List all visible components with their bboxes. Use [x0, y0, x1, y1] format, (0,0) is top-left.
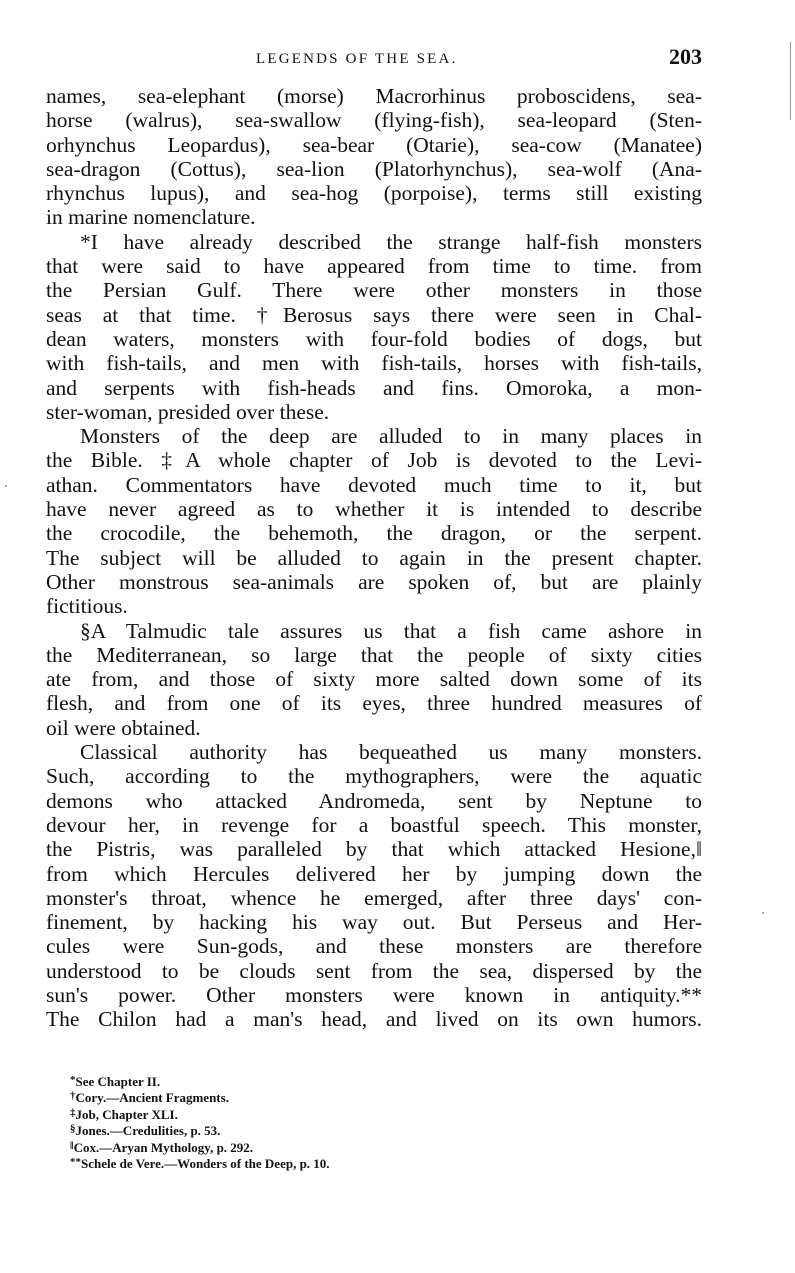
text-line: §A Talmudic tale assures us that a fish came ashore in	[80, 618, 702, 643]
footnote	[70, 1139, 330, 1155]
text-line: *I have already described the strange half-fish monsters	[80, 229, 702, 254]
footnote	[70, 1089, 330, 1105]
footnote-text: Job, Chapter XLI.	[75, 1106, 178, 1122]
text-line: that were said to have appeared from time to time. from	[46, 254, 702, 279]
footnote-mark: *	[70, 1074, 76, 1086]
footnote-text: Schele de Vere.—Wonders of the Deep, p. 10.	[81, 1156, 330, 1172]
scan-edge-line	[790, 42, 791, 120]
footnote-text: Cory.—Ancient Fragments.	[75, 1090, 229, 1106]
text-line: ate from, and those of sixty more salted down some of its	[46, 667, 702, 692]
text-line: with fish-tails, and men with fish-tails, horses with fish-tails,	[46, 351, 702, 376]
running-title: LEGENDS OF THE SEA.	[256, 51, 458, 67]
text-line: demons who attacked Andromeda, sent by Neptune to	[46, 788, 702, 813]
text-line: horse (walrus), sea-swallow (flying-fish), sea-leopard (Sten-	[46, 108, 702, 133]
text-line: in marine nomenclature.	[46, 205, 256, 230]
footnote-mark: ‖	[70, 1139, 74, 1152]
text-line: seas at that time. †Berosus says there were seen in Chal-	[46, 302, 702, 327]
text-line: the crocodile, the behemoth, the dragon, or the serpent.	[46, 521, 702, 546]
text-line: The Chilon had a man's head, and lived on its own humors.	[46, 1007, 702, 1032]
footnote-text: Cox.—Aryan Mythology, p. 292.	[73, 1139, 254, 1155]
text-line: flesh, and from one of its eyes, three hundred measures of	[46, 691, 702, 716]
footnote-text: Jones.—Credulities, p. 53.	[75, 1123, 221, 1139]
text-line: names, sea-elephant (morse) Macrorhinus proboscidens, sea-	[46, 84, 702, 108]
text-line: the Persian Gulf. There were other monsters in those	[46, 278, 702, 303]
footnote	[70, 1122, 330, 1138]
text-line: sea-dragon (Cottus), sea-lion (Platorhynchus), sea-wolf (Ana-	[46, 156, 702, 181]
footnote-mark: §	[70, 1123, 76, 1136]
text-line: Other monstrous sea-animals are spoken of, but are plainly	[46, 569, 702, 594]
text-line: the Mediterranean, so large that the people of sixty cities	[46, 642, 702, 667]
text-line: orhynchus Leopardus), sea-bear (Otarie), sea-cow (Manatee)	[46, 132, 702, 157]
text-line: from which Hercules delivered her by jumping down the	[46, 861, 702, 886]
text-line: The subject will be alluded to again in the present chapter.	[46, 545, 702, 570]
body-text	[46, 84, 702, 1032]
scan-speck	[762, 912, 764, 914]
footnote	[70, 1073, 330, 1089]
footnotes	[70, 1073, 330, 1171]
text-line: Classical authority has bequeathed us many monsters.	[80, 740, 702, 765]
scan-speck	[5, 485, 7, 487]
footnote-mark: ‡	[70, 1106, 76, 1119]
text-line: oil were obtained.	[46, 715, 201, 740]
text-line: the Pistris, was paralleled by that which attacked Hesione,‖	[46, 837, 702, 862]
text-line: athan. Commentators have devoted much time to it, but	[46, 472, 702, 497]
text-line: cules were Sun-gods, and these monsters are therefore	[46, 934, 702, 959]
text-line: fictitious.	[46, 594, 128, 619]
text-line: ster-woman, presided over these.	[46, 399, 330, 424]
text-line: Such, according to the mythographers, were the aquatic	[46, 764, 702, 789]
text-line: sun's power. Other monsters were known in antiquity.**	[46, 982, 702, 1007]
text-line: dean waters, monsters with four-fold bodies of dogs, but	[46, 326, 702, 351]
footnote	[70, 1155, 330, 1171]
page-number: 203	[669, 44, 702, 69]
text-line: monster's throat, whence he emerged, after three days' con-	[46, 885, 702, 910]
page-header	[46, 46, 702, 76]
text-line: Monsters of the deep are alluded to in many places in	[80, 424, 702, 449]
footnote-mark: †	[70, 1090, 76, 1103]
text-line: rhynchus lupus), and sea-hog (porpoise), terms still existing	[46, 181, 702, 206]
footnote-mark: **	[70, 1156, 81, 1169]
footnote	[70, 1106, 330, 1122]
text-line: and serpents with fish-heads and fins. Omoroka, a mon-	[46, 375, 702, 400]
footnote-text: See Chapter II.	[75, 1074, 161, 1089]
text-line: the Bible. ‡A whole chapter of Job is devoted to the Levi-	[46, 448, 702, 473]
text-line: devour her, in revenge for a boastful speech. This monster,	[46, 812, 702, 837]
text-line: finement, by hacking his way out. But Perseus and Her-	[46, 910, 702, 935]
text-line: understood to be clouds sent from the sea, dispersed by the	[46, 958, 702, 983]
text-line: have never agreed as to whether it is intended to describe	[46, 497, 702, 522]
